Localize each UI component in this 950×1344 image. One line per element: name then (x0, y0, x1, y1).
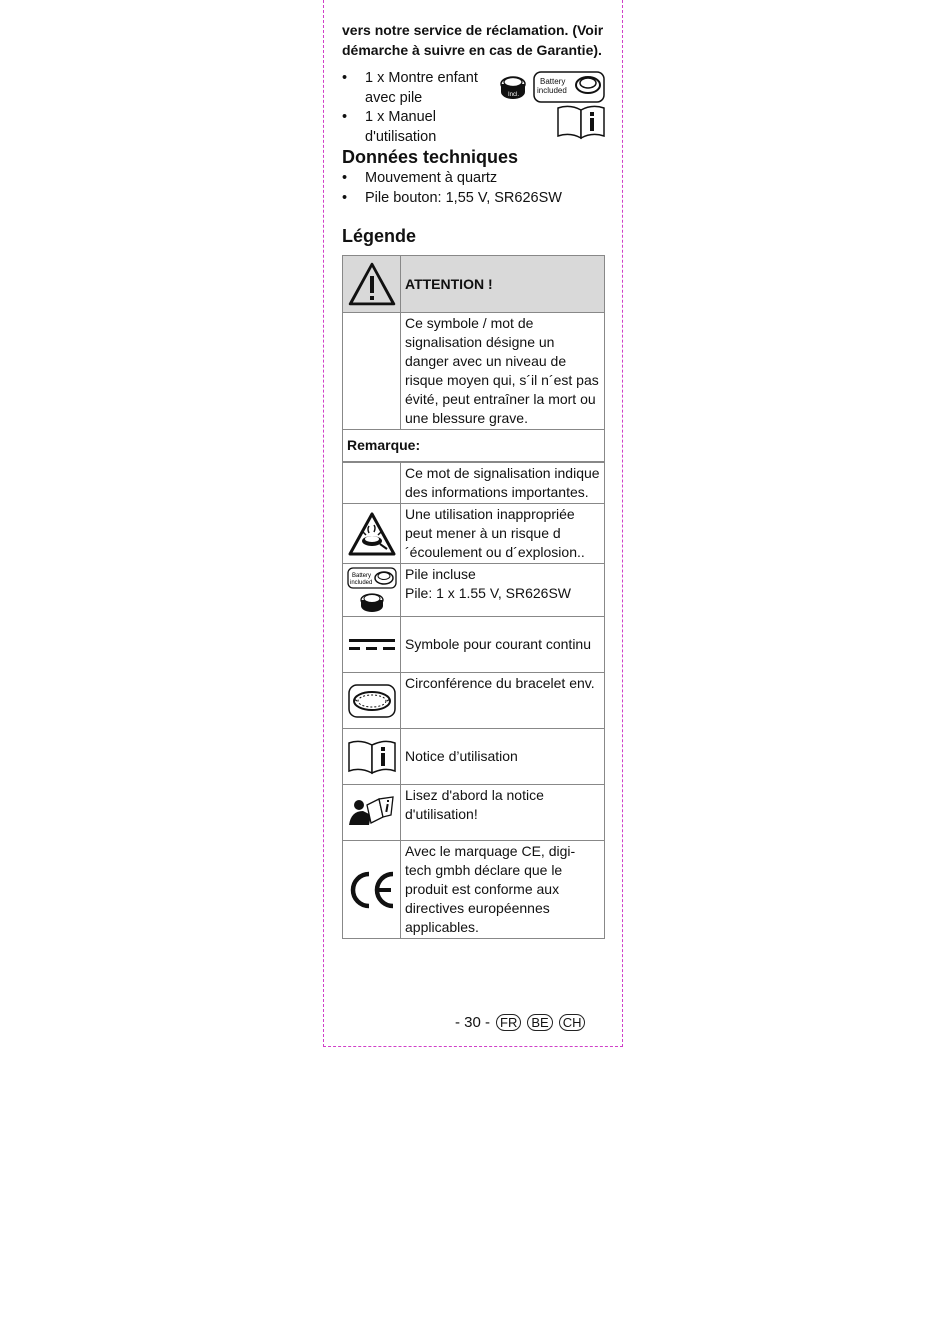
list-item: • Pile bouton: 1,55 V, SR626SW (342, 189, 605, 209)
country-badge: CH (559, 1014, 586, 1031)
battery-icon (343, 564, 401, 617)
direct-current-icon (343, 617, 401, 673)
dc-text: Symbole pour courant continu (401, 617, 605, 673)
battery-line2: Pile: 1 x 1.55 V, SR626SW (405, 585, 572, 601)
list-item: • 1 x Montre enfant avec pile (342, 69, 492, 108)
table-row (343, 430, 605, 463)
svg-text:Battery: Battery (351, 573, 371, 579)
svg-text:Battery: Battery (540, 77, 566, 86)
table-row (343, 785, 605, 841)
table-row (343, 617, 605, 673)
svg-text:Incl.: Incl. (508, 92, 520, 98)
battery-included-icon (500, 70, 605, 142)
list-item: • Mouvement à quartz (342, 169, 605, 189)
svg-text:included: included (349, 580, 372, 586)
ce-mark-icon (343, 841, 401, 939)
page-content (342, 20, 605, 935)
warning-icon (343, 256, 401, 313)
manual-icon (343, 729, 401, 785)
contents-list (342, 69, 492, 147)
manual-text: Notice d’utilisation (401, 729, 605, 785)
table-row (343, 504, 605, 564)
read-first-text: Lisez d'abord la notice d'utilisation! (401, 785, 605, 841)
svg-text:included: included (537, 86, 567, 95)
table-row (343, 673, 605, 729)
package-icons (500, 70, 605, 140)
list-item: • 1 x Manuel d'utilisation (342, 108, 492, 147)
table-row (343, 729, 605, 785)
tech-title: Données techniques (342, 147, 519, 167)
page-footer (455, 1014, 585, 1031)
table-row (343, 564, 605, 617)
legend-table (342, 255, 605, 939)
remark-text: Ce mot de signalisation indique des informations importantes. (401, 462, 605, 504)
table-row (343, 256, 605, 313)
attention-label: ATTENTION ! (401, 256, 605, 313)
country-badge: FR (496, 1014, 521, 1031)
remark-label: Remarque: (343, 430, 605, 463)
misuse-text: Une utilisation inappropriée peut mener à un risque d´écoulement ou d´explosion.. (401, 504, 605, 564)
legend-title: Légende (342, 226, 417, 246)
country-badge: BE (527, 1014, 552, 1031)
manual-icon (558, 106, 604, 138)
bracelet-circumference-icon (343, 673, 401, 729)
intro-text: vers notre service de réclamation. (Voir démarche à suivre en cas de Garantie). (342, 22, 604, 58)
explosion-warning-icon (343, 504, 401, 564)
attention-text: Ce symbole / mot de signalisation désigne un danger avec un niveau de risque moyen qui, s´il n´est pas évité, peut entraîner la mort ou une blessure grave. (401, 313, 605, 430)
tech-list (342, 169, 605, 208)
battery-line1: Pile incluse (405, 566, 476, 582)
table-row (343, 462, 605, 504)
ce-text: Avec le marquage CE, digi-tech gmbh déclare que le produit est conforme aux directives européennes applicables. (401, 841, 605, 939)
circumference-text: Circonférence du bracelet env. (401, 673, 605, 729)
table-row (343, 313, 605, 430)
page-number: - 30 - (455, 1014, 491, 1031)
read-manual-icon (343, 785, 401, 841)
table-row (343, 841, 605, 939)
